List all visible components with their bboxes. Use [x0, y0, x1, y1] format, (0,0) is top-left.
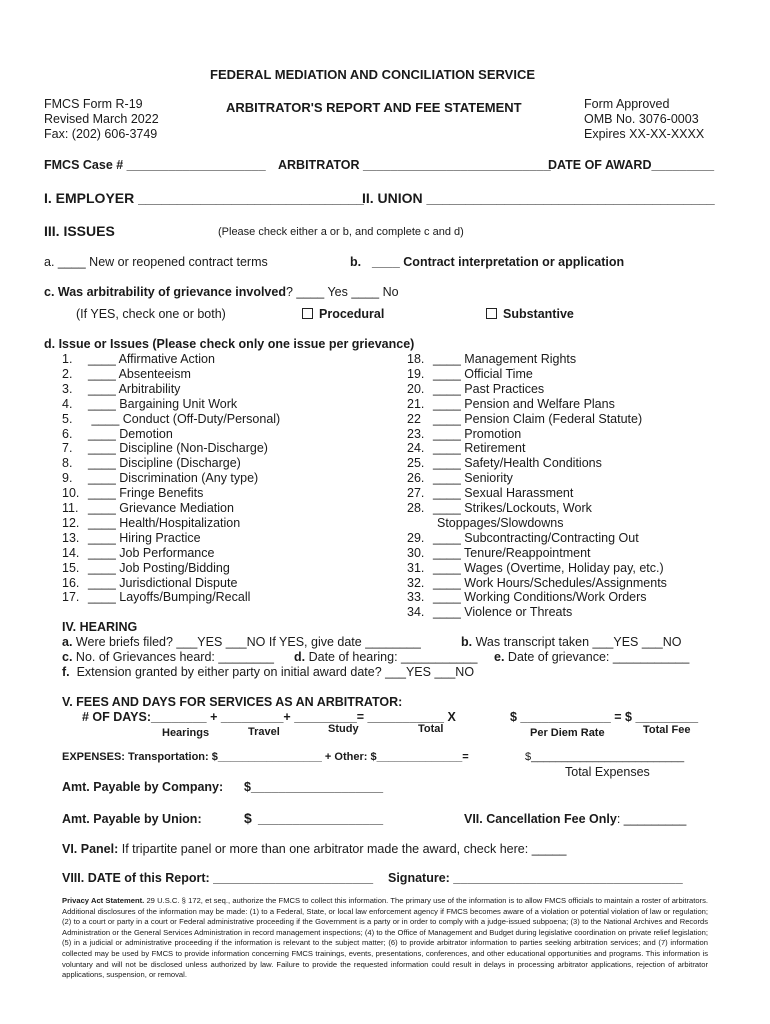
hearing-date-field[interactable]: Date of hearing: ___________ — [308, 650, 478, 664]
fax-number: Fax: (202) 606-3749 — [44, 127, 158, 141]
issue-right-item[interactable] — [407, 591, 647, 604]
cancellation-label: VII. Cancellation Fee Only — [464, 812, 617, 826]
issue-right-item-number: 26. — [407, 471, 425, 486]
issue-left-item-number: 6. — [62, 426, 73, 441]
issue-left-item[interactable] — [62, 353, 215, 366]
issue-right-item-number: 30. — [407, 545, 425, 560]
form-title: ARBITRATOR'S REPORT AND FEE STATEMENT — [226, 100, 522, 115]
issue-left-item[interactable] — [62, 487, 203, 500]
issue-left-item[interactable] — [62, 502, 234, 515]
issue-left-item[interactable] — [62, 428, 173, 441]
issue-right-item[interactable] — [407, 472, 513, 485]
issue-right-item-number: 19. — [407, 366, 425, 381]
issue-left-item-number: 2. — [62, 366, 73, 381]
issue-right-item-number: 34. — [407, 605, 425, 620]
company-payable-label: Amt. Payable by Company: — [62, 780, 224, 794]
report-date-row[interactable] — [62, 872, 373, 885]
briefs-filed-field[interactable]: Were briefs filed? ___YES ___NO If YES, give date ________ — [75, 635, 421, 649]
issue-right-item[interactable] — [407, 442, 525, 455]
issue-left-item-number: 15. — [62, 560, 80, 575]
issue-left-item-label[interactable]: ____ Demotion — [88, 426, 173, 441]
total-expenses-label: Total Expenses — [565, 765, 650, 779]
issue-right-item-label[interactable]: ____ Seniority — [433, 471, 513, 486]
hearing-d-letter: d. — [294, 650, 306, 664]
expenses-row[interactable]: EXPENSES: Transportation: $_________________ + Other: $______________= — [62, 751, 469, 763]
issue-right-item[interactable] — [407, 517, 563, 530]
issue-left-item-number: 9. — [62, 471, 73, 486]
issue-left-item-label[interactable]: ____ Layoffs/Bumping/Recall — [88, 590, 251, 605]
issue-left-item-label[interactable]: ____ Discipline (Discharge) — [88, 456, 241, 471]
privacy-body: 29 U.S.C. § 172, et seq., authorize the FMCS to collect this information. The primary use of the information is to allow FMCS officials to maintain a roster of arbitrators. Additional disclosures of the information may be made: (1) to a Federal, State, or local law enforcement agency if FMCS becomes aware of a violation or potential violation of law or regulation; (2) to a court or party in a court or Federal administrative proceeding if the Government is a party or in order to comply with a judge-issued subpoena; (3) to the National Archives and Records Administration or the General Services Administration in record management inspections; (4) to the Office of Management and Budget during legislative coordination on private relief legislation; (5) in a judicial or administrative proceeding if the information is relevant to the subject matter; (6) to provide arbitrator information to parties seeking arbitration services; and (7) information collected may be used by FMCS to provide information concerning FMCS trainings, events, presentations, conferences, and other educational opportunities and programs. This information is voluntary and will not be disclosed unless authorized by law. Failure to provide the requested information could result in delays in processing arbitrator applications, rejection of arbitrator applications, suspension, or removal. — [62, 896, 708, 980]
issue-list-heading: d. Issue or Issues (Please check only one issue per grievance) — [44, 337, 415, 351]
issue-left-item[interactable] — [62, 472, 258, 485]
issue-right-item[interactable] — [407, 487, 573, 500]
issues-heading: III. ISSUES — [44, 223, 115, 239]
hearing-f-letter: f. — [62, 665, 70, 679]
issue-right-item[interactable] — [407, 547, 591, 560]
employer-field[interactable]: I. EMPLOYER _____________________________ — [44, 190, 364, 206]
hearing-c-letter: c. — [62, 650, 73, 664]
issue-right-item[interactable] — [407, 457, 602, 470]
grievances-heard-field[interactable]: No. of Grievances heard: ________ — [75, 650, 274, 664]
issue-right-item[interactable] — [407, 502, 592, 515]
transcript-field[interactable]: Was transcript taken ___YES ___NO — [475, 635, 682, 649]
issue-left-item-label[interactable]: ____ Job Performance — [88, 545, 215, 560]
issue-left-item-label[interactable]: ____ Grievance Mediation — [88, 501, 234, 515]
issue-left-item[interactable] — [62, 577, 237, 590]
procedural-label: Procedural — [319, 307, 385, 321]
panel-row[interactable] — [62, 843, 566, 856]
issue-left-item-number: 8. — [62, 456, 73, 471]
substantive-label: Substantive — [503, 307, 574, 321]
issue-left-item-number: 3. — [62, 381, 73, 396]
panel-label: VI. Panel: — [62, 842, 119, 856]
issue-right-item[interactable] — [407, 398, 615, 411]
issue-right-item[interactable] — [407, 428, 521, 441]
issue-left-item-label[interactable]: ____ Conduct (Off-Duty/Personal) — [88, 411, 281, 426]
extension-field[interactable]: Extension granted by either party on initial award date? ___YES ___NO — [76, 665, 475, 679]
issue-left-item[interactable] — [62, 457, 241, 470]
hearing-heading: IV. HEARING — [62, 620, 138, 634]
issue-right-item-label[interactable]: ____ Work Hours/Schedules/Assignments — [433, 575, 667, 590]
hearing-date-row[interactable] — [294, 651, 477, 664]
cancellation-row[interactable] — [464, 813, 686, 826]
issue-left-item-number: 14. — [62, 545, 80, 560]
grievance-date-field[interactable]: Date of grievance: ___________ — [507, 650, 690, 664]
union-payable-field[interactable]: __________________ — [258, 812, 384, 826]
form-number: FMCS Form R-19 — [44, 97, 143, 111]
issue-right-item-number: 23. — [407, 426, 425, 441]
issue-right-item-number: 31. — [407, 560, 425, 575]
issue-left-item-label[interactable]: ____ Health/Hospitalization — [88, 515, 241, 530]
issue-right-item-number: 29. — [407, 530, 425, 545]
substantive-option[interactable] — [486, 308, 574, 321]
fees-heading: V. FEES AND DAYS FOR SERVICES AS AN ARBITRATOR: — [62, 695, 403, 709]
issue-right-item-label[interactable]: ____ Safety/Health Conditions — [433, 456, 602, 471]
issue-left-item[interactable] — [62, 547, 214, 560]
procedural-option[interactable] — [302, 308, 384, 321]
issue-left-item-number: 7. — [62, 441, 73, 456]
issue-right-item-number: 18. — [407, 352, 425, 366]
issue-right-item-label[interactable]: ____ Promotion — [433, 426, 522, 441]
issue-right-item-number: 28. — [407, 501, 425, 515]
union-field[interactable]: II. UNION _____________________________________ — [362, 190, 715, 206]
issue-left-item-number: 11. — [62, 501, 79, 515]
issue-right-item[interactable] — [407, 606, 572, 619]
hearing-a-letter: a. — [62, 635, 73, 649]
signature-field[interactable]: _________________________________ — [453, 871, 683, 885]
issue-right-item-label[interactable]: ____ Retirement — [433, 441, 526, 456]
hearing-b-letter: b. — [461, 635, 473, 649]
privacy-title: Privacy Act Statement. — [62, 896, 145, 905]
arbitrability-question — [44, 286, 399, 299]
omb-number: OMB No. 3076-0003 — [584, 112, 699, 126]
transcript-row[interactable] — [461, 636, 681, 649]
issue-left-item-label[interactable]: ____ Job Posting/Bidding — [88, 560, 230, 575]
issue-left-item-number: 4. — [62, 396, 73, 411]
issue-right-item-number: 24. — [407, 441, 425, 456]
hearing-e-letter: e. — [494, 650, 505, 664]
issue-right-item-label[interactable]: ____ Working Conditions/Work Orders — [433, 590, 647, 605]
panel-field[interactable]: If tripartite panel or more than one arbitrator made the award, check here: _____ — [118, 842, 567, 856]
arbitrator-field[interactable]: ARBITRATOR ___________________________ — [278, 158, 551, 172]
total-fee-label: Total Fee — [643, 724, 691, 736]
per-diem-label: Per Diem Rate — [530, 727, 605, 739]
issue-right-item-number: 22 — [407, 411, 421, 426]
rate-field-row[interactable]: $ _____________ = $ _________ — [510, 710, 699, 724]
issue-left-item[interactable] — [62, 442, 268, 455]
issue-left-item[interactable] — [62, 562, 230, 575]
study-label: Study — [328, 723, 359, 735]
issue-left-item-number: 12. — [62, 515, 80, 530]
issue-right-item[interactable] — [407, 577, 667, 590]
union-payable-label: Amt. Payable by Union: — [62, 812, 202, 826]
union-payable-dollar: $ — [244, 810, 252, 826]
issue-left-item-label[interactable]: ____ Absenteeism — [88, 366, 191, 381]
issue-right-item-label[interactable]: ____ Wages (Overtime, Holiday pay, etc.) — [433, 560, 664, 575]
date-of-award-field[interactable]: DATE OF AWARD_________ — [548, 158, 715, 172]
issue-b-contract-interpretation[interactable]: ____ Contract interpretation or application — [372, 255, 625, 269]
issue-left-item[interactable] — [62, 398, 237, 411]
agency-title: FEDERAL MEDIATION AND CONCILIATION SERVICE — [210, 67, 536, 82]
issue-right-item-number: 21. — [407, 396, 425, 411]
signature-row[interactable] — [388, 872, 683, 885]
issue-left-item-number: 13. — [62, 530, 80, 545]
issue-right-item-label[interactable]: ____ Pension and Welfare Plans — [433, 396, 615, 411]
privacy-act-statement — [62, 896, 708, 981]
issue-left-item-label[interactable]: ____ Discipline (Non-Discharge) — [88, 441, 268, 456]
grievances-heard-row[interactable] — [62, 651, 274, 664]
issue-right-item-label[interactable]: ____ Past Practices — [433, 381, 545, 396]
issue-right-item-number: 32. — [407, 575, 425, 590]
issue-left-item[interactable] — [62, 413, 280, 426]
arbitrability-sub-instruction: (If YES, check one or both) — [76, 307, 226, 321]
issue-right-item[interactable] — [407, 368, 533, 381]
issue-right-item[interactable] — [407, 353, 576, 366]
days-field-row[interactable]: # OF DAYS:________ + _________+ _________= ___________ X — [82, 710, 456, 724]
issue-left-item-number: 17. — [62, 590, 80, 605]
report-date-field[interactable]: _______________________ — [213, 871, 374, 885]
report-date-label: VIII. DATE of this Report: — [62, 871, 214, 885]
issue-left-item-label[interactable]: ____ Bargaining Unit Work — [88, 396, 238, 411]
issue-right-item-label[interactable]: ____ Violence or Threats — [433, 605, 573, 620]
issue-right-item-label[interactable]: ____ Strikes/Lockouts, Work — [433, 501, 592, 515]
travel-label: Travel — [248, 726, 280, 738]
grievance-date-row[interactable] — [494, 651, 689, 664]
issue-left-item-label[interactable]: ____ Discrimination (Any type) — [88, 471, 259, 486]
issue-right-item[interactable] — [407, 562, 664, 575]
signature-label: Signature: — [388, 871, 454, 885]
issue-right-item-number: 20. — [407, 381, 425, 396]
revised-date: Revised March 2022 — [44, 112, 159, 126]
cancellation-field[interactable]: : _________ — [616, 812, 687, 826]
issue-right-item[interactable] — [407, 413, 642, 426]
briefs-filed-row[interactable] — [62, 636, 421, 649]
extension-row[interactable] — [62, 666, 474, 679]
issue-left-item-number: 1. — [62, 352, 73, 366]
expenses-total-field[interactable]: $_________________________ — [525, 751, 685, 763]
issue-left-item-label[interactable]: ____ Fringe Benefits — [88, 486, 204, 501]
arbitrability-yes-no[interactable]: ? ____ Yes ____ No — [285, 285, 399, 299]
issue-right-item-number: 33. — [407, 590, 425, 605]
issue-right-item-label[interactable]: ____ Sexual Harassment — [433, 486, 574, 501]
issue-right-item-label[interactable]: ____ Management Rights — [433, 352, 577, 366]
issues-instruction: (Please check either a or b, and complete c and d) — [218, 226, 464, 238]
procedural-checkbox[interactable] — [302, 308, 313, 319]
issue-left-item-label[interactable]: ____ Affirmative Action — [88, 352, 215, 366]
issue-a-new-contract[interactable]: a. ____ New or reopened contract terms — [44, 255, 268, 269]
issue-left-item-label[interactable]: ____ Hiring Practice — [88, 530, 201, 545]
total-label: Total — [418, 723, 444, 735]
arbitrability-label: c. Was arbitrability of grievance involved — [44, 285, 286, 299]
issue-left-item-number: 16. — [62, 575, 80, 590]
substantive-checkbox[interactable] — [486, 308, 497, 319]
issue-right-item-label[interactable]: ____ Pension Claim (Federal Statute) — [433, 411, 643, 426]
issue-left-item[interactable] — [62, 591, 250, 604]
issue-left-item-label[interactable]: ____ Jurisdictional Dispute — [88, 575, 238, 590]
company-payable-field[interactable]: $___________________ — [244, 780, 384, 794]
form-approved: Form Approved — [584, 97, 670, 111]
issue-right-item[interactable] — [407, 532, 639, 545]
expiration-date: Expires XX-XX-XXXX — [584, 127, 705, 141]
issue-left-item[interactable] — [62, 368, 191, 381]
issue-right-item-label[interactable]: ____ Subcontracting/Contracting Out — [433, 530, 639, 545]
issue-right-item-label[interactable]: ____ Tenure/Reappointment — [433, 545, 591, 560]
issue-left-item-label[interactable]: ____ Arbitrability — [88, 381, 181, 396]
issue-right-item-number: 25. — [407, 456, 425, 471]
issue-b-letter: b. — [350, 255, 362, 269]
hearings-label: Hearings — [162, 727, 210, 739]
fmcs-case-field[interactable]: FMCS Case # ____________________ — [44, 158, 266, 172]
issue-right-item-label[interactable]: Stoppages/Slowdowns — [437, 515, 564, 530]
issue-right-item[interactable] — [407, 383, 544, 396]
issue-left-item-number: 10. — [62, 486, 80, 501]
issue-left-item-number: 5. — [62, 411, 73, 426]
issue-right-item-number: 27. — [407, 486, 425, 501]
issue-left-item[interactable] — [62, 532, 201, 545]
issue-left-item[interactable] — [62, 383, 180, 396]
issue-right-item-label[interactable]: ____ Official Time — [433, 366, 533, 381]
issue-left-item[interactable] — [62, 517, 240, 530]
